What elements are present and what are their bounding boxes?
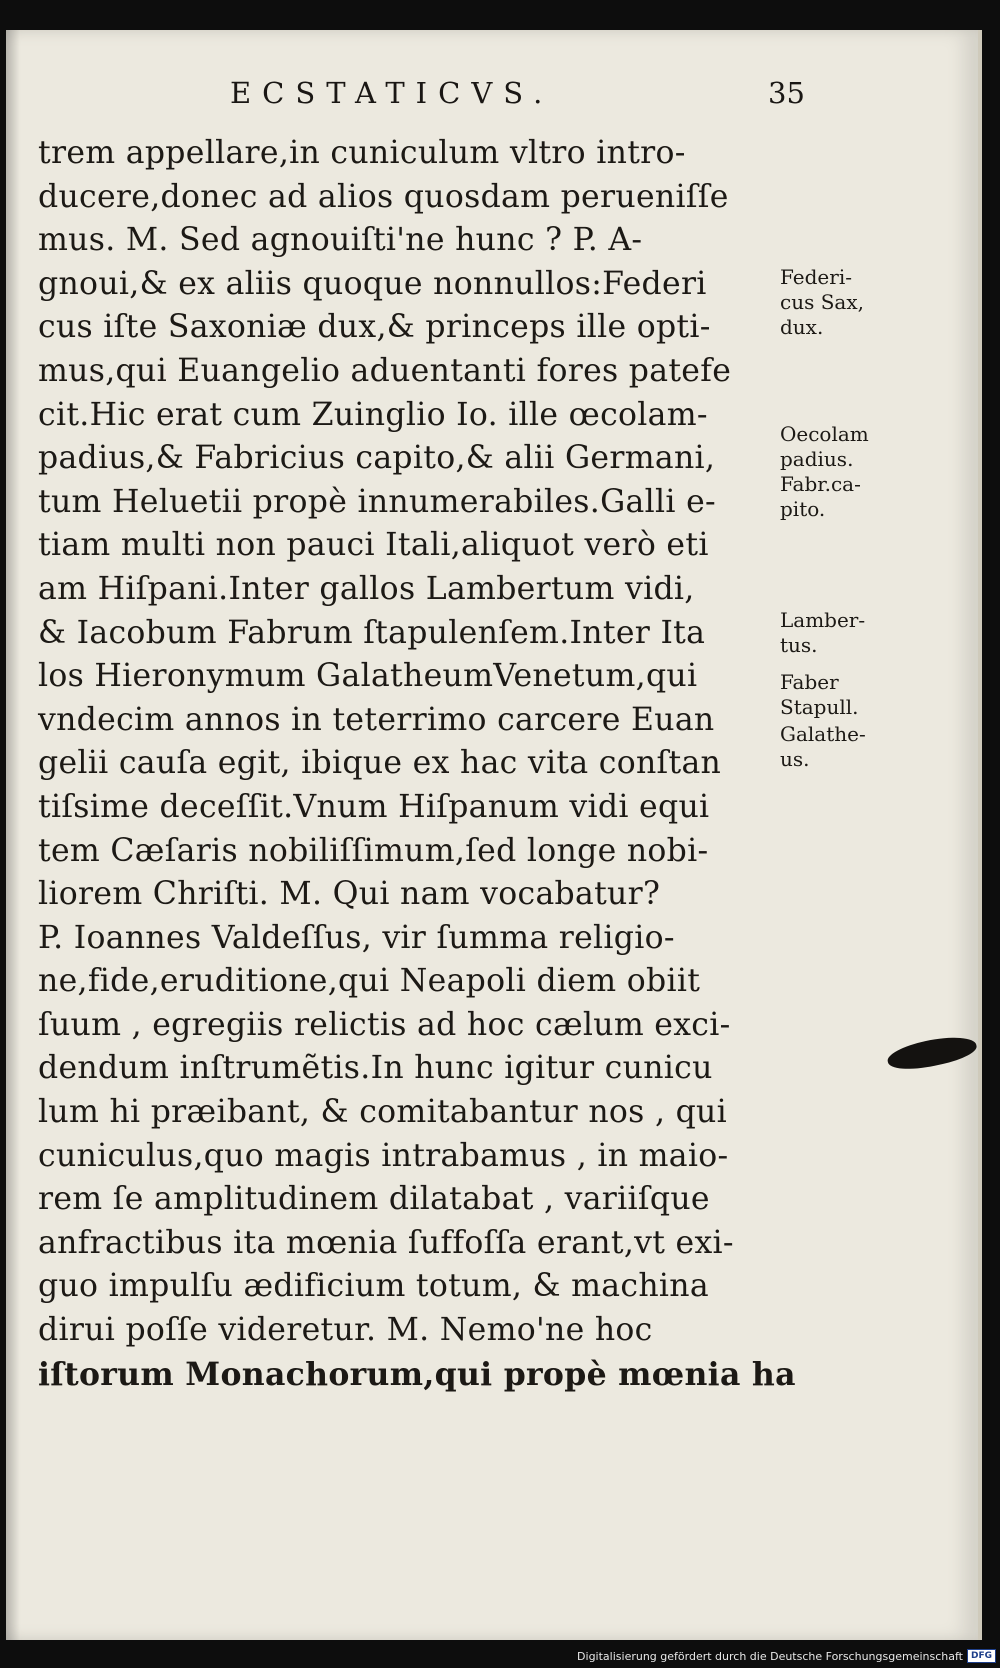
text-line: rem ſe amplitudinem dilatabat , variiſque — [38, 1181, 710, 1218]
marginal-note-federicus: Federi- cus Sax, dux. — [780, 265, 864, 339]
text-line: cus iſte Saxoniæ dux,& princeps ille opti- — [38, 309, 711, 346]
marginal-note-galatheus: Galathe- us. — [780, 722, 866, 771]
text-line: tiam multi non pauci Itali,aliquot verò eti — [38, 527, 709, 564]
text-line: mus. M. Sed agnouiſti'ne hunc ? P. A- — [38, 222, 643, 259]
text-line: tum Heluetii propè innumerabiles.Galli e- — [38, 483, 716, 520]
gutter-shadow — [6, 30, 20, 1640]
text-line: am Hiſpani.Inter gallos Lambertum vidi, — [38, 570, 695, 607]
text-line: cuniculus,quo magis intrabamus , in maio- — [38, 1137, 729, 1174]
text-line: cit.Hic erat cum Zuinglio Io. ille œcolam- — [38, 396, 708, 433]
body-text — [38, 132, 796, 1396]
text-line: trem appellare,in cuniculum vltro intro- — [38, 135, 686, 171]
text-line: tem Cæſaris nobiliſſimum,ſed longe nobi- — [38, 832, 709, 869]
text-line: vndecim annos in teterrimo carcere Euan — [38, 701, 715, 738]
text-line: ne,fide,eruditione,qui Neapoli diem obiit — [38, 963, 701, 1000]
text-line: los Hieronymum GalatheumVenetum,qui — [38, 658, 698, 695]
running-head-title: ECSTATICVS. — [230, 76, 554, 110]
text-line: mus,qui Euangelio aduentanti fores patefe — [38, 352, 732, 389]
text-line: dirui poſſe videretur. M. Nemo'ne hoc — [38, 1312, 653, 1349]
text-line: tiſsime deceſſit.Vnum Hiſpanum vidi equi — [38, 788, 710, 825]
text-line: anfractibus ita mœnia ſuffoſſa erant,vt exi- — [38, 1224, 734, 1261]
text-line: ducere,donec ad alios quosdam perueniſſe — [38, 178, 729, 215]
text-line: guo impulſu ædificium totum, & machina — [38, 1268, 709, 1305]
text-line: padius,& Fabricius capito,& alii Germani, — [38, 440, 716, 477]
text-line: lum hi præibant, & comitabantur nos , qui — [38, 1094, 728, 1131]
marginal-note-oecolampadius: Oecolam padius. Fabr.ca- pito. — [780, 422, 869, 521]
text-line: ſuum , egregiis relictis ad hoc cælum exci- — [38, 1006, 731, 1043]
credit-text: Digitalisierung gefördert durch die Deutsche Forschungsgemeinschaft — [577, 1649, 963, 1663]
text-line: gnoui,& ex aliis quoque nonnullos:Federi — [38, 265, 707, 302]
text-line: & Iacobum Fabrum ſtapulenſem.Inter Ita — [38, 614, 706, 651]
text-line: gelii cauſa egit, ibique ex hac vita conſtan — [38, 745, 722, 782]
page-number: 35 — [768, 76, 805, 110]
marginal-note-faber: Faber Stapull. — [780, 670, 859, 719]
marginal-note-lambertus: Lamber- tus. — [780, 608, 866, 657]
digitization-credit — [577, 1649, 996, 1663]
text-line: iſtorum Monachorum,qui propè mœnia ha — [38, 1355, 796, 1393]
text-line: liorem Chriſti. M. Qui nam vocabatur? — [38, 876, 661, 913]
text-line: dendum inſtrumẽtis.In hunc igitur cunicu — [38, 1050, 713, 1087]
text-line: P. Ioannes Valdeſſus, vir ſumma religio- — [38, 919, 675, 956]
dfg-logo: DFG — [967, 1649, 996, 1663]
